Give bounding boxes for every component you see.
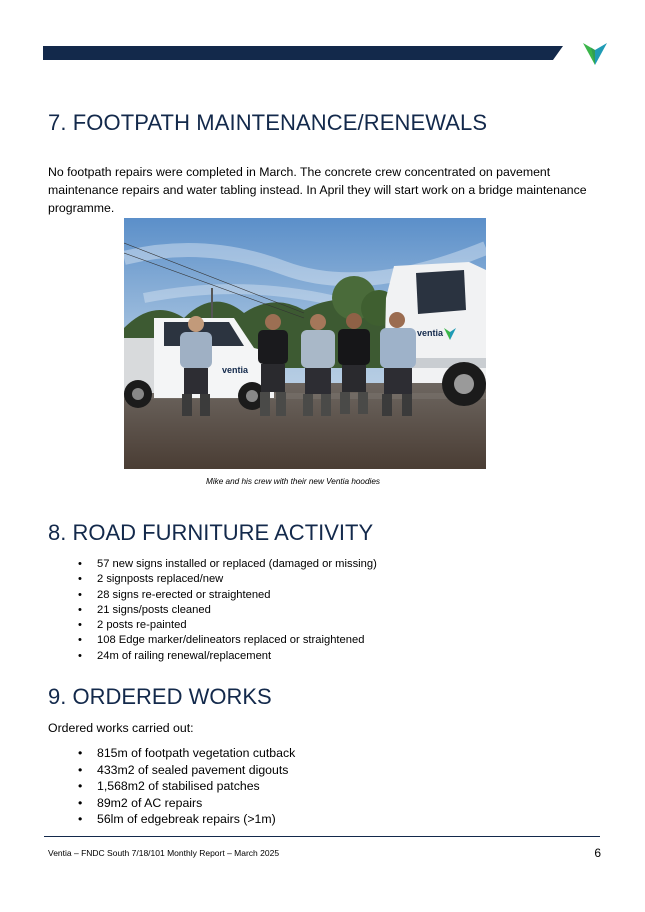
list-item: • 28 signs re-erected or straightened xyxy=(48,588,377,603)
section-9-title: 9. ORDERED WORKS xyxy=(48,684,272,709)
footer-text: Ventia – FNDC South 7/18/101 Monthly Report – March 2025 xyxy=(48,848,280,858)
bullet-icon: • xyxy=(78,588,82,601)
list-item: • 21 signs/posts cleaned xyxy=(48,603,377,618)
bullet-icon: • xyxy=(78,603,82,616)
section-7-paragraph: No footpath repairs were completed in March. The concrete crew concentrated on pavement maintenance repairs and water tabling instead. In April they will start work on a bridge maintenance programme. xyxy=(48,165,587,215)
bullet-icon: • xyxy=(78,634,82,647)
bullet-icon: • xyxy=(78,558,82,570)
list-item: • 2 posts re-painted xyxy=(48,618,377,633)
list-item: • 24m of railing renewal/replacement xyxy=(48,649,377,664)
ute-brand-label: ventia xyxy=(222,365,249,375)
list-item: • 57 new signs installed or replaced (damaged or missing) xyxy=(48,557,377,572)
list-item: • 1,568m2 of stabilised patches xyxy=(78,779,260,794)
list-item: • 89m2 of AC repairs xyxy=(78,795,203,810)
bullet-icon: • xyxy=(78,619,82,632)
bullet-icon: • xyxy=(78,795,83,810)
footer-divider xyxy=(44,836,600,837)
photo-caption: Mike and his crew with their new Ventia hoodies xyxy=(206,477,380,486)
bullet-icon: • xyxy=(78,649,82,662)
bullet-icon: • xyxy=(78,746,83,760)
header-bar xyxy=(43,46,563,60)
bullet-icon: • xyxy=(78,779,83,794)
section-8-title: 8. ROAD FURNITURE ACTIVITY xyxy=(48,520,374,545)
list-item: • 56lm of edgebreak repairs (>1m) xyxy=(78,812,276,827)
bullet-icon: • xyxy=(78,812,83,827)
section-9-intro: Ordered works carried out: xyxy=(48,721,194,735)
bullet-icon: • xyxy=(78,762,83,777)
list-item: • 433m2 of sealed pavement digouts xyxy=(78,762,289,777)
list-item: • 815m of footpath vegetation cutback xyxy=(78,746,296,760)
truck-brand-label: ventia xyxy=(417,328,444,338)
road-furniture-list xyxy=(48,557,377,664)
page-number: 6 xyxy=(594,846,601,860)
ventia-logo-icon xyxy=(582,40,608,66)
section-7-title: 7. FOOTPATH MAINTENANCE/RENEWALS xyxy=(48,110,488,135)
list-item: • 2 signposts replaced/new xyxy=(48,572,377,587)
ordered-works-list xyxy=(48,745,295,828)
list-item: • 108 Edge marker/delineators replaced or straightened xyxy=(48,633,377,648)
bullet-icon: • xyxy=(78,573,82,586)
crew-photo xyxy=(124,218,486,469)
